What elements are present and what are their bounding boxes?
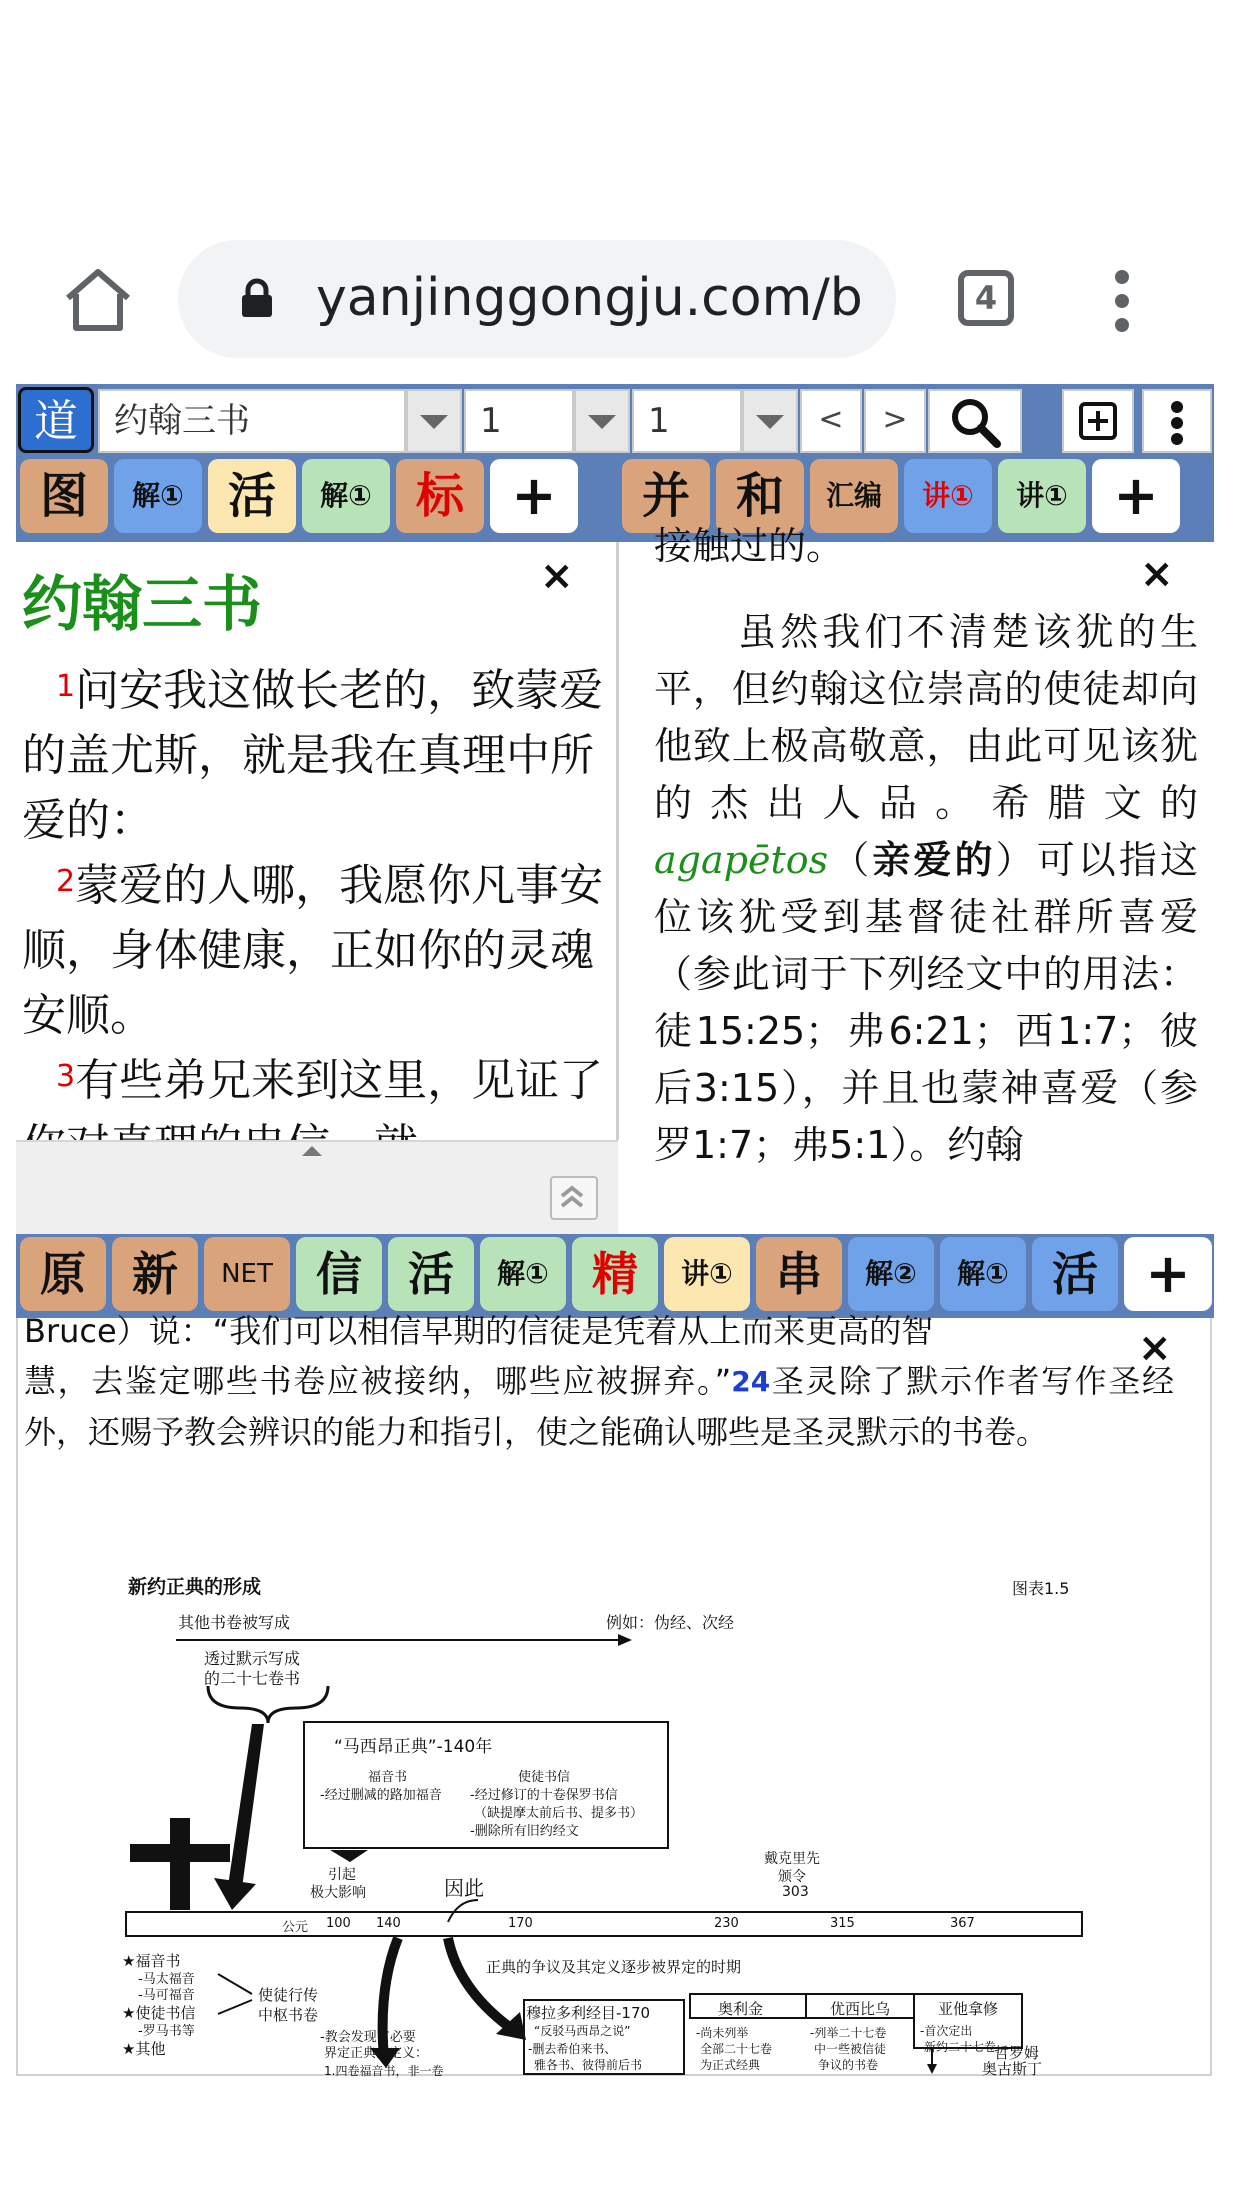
tab-original[interactable]: 原 [20, 1237, 106, 1311]
lock-icon [240, 278, 274, 318]
home-icon[interactable] [62, 268, 134, 332]
tab-switcher-button[interactable]: 4 [958, 270, 1014, 326]
church-note-1: -教会发现有必要 [320, 2030, 416, 2045]
bottom-text-part: 圣灵除了默示作者写作圣经外，还赐予教会辨识的能力和指引，使之能确认哪些是圣灵默示的书卷。 [24, 1362, 1174, 1451]
prev-button[interactable]: < [800, 389, 862, 453]
tab-living-bottom-2[interactable]: 活 [1032, 1237, 1118, 1311]
left-add-tab-button[interactable]: + [490, 459, 578, 533]
gospel-label: 福音书 [368, 1770, 408, 1785]
timeline-label: 140 [376, 1916, 401, 1931]
tab-essence[interactable]: 精 [572, 1237, 658, 1311]
tab-compilation[interactable]: 汇编 [810, 459, 898, 533]
bottom-cut-line: Bruce）说：“我们可以相信早期的信徒是凭着从上而来更高的智 [24, 1312, 934, 1350]
tab-map[interactable]: 图 [20, 459, 108, 533]
athanasius-label: 亚他拿修 [938, 2000, 999, 2018]
muratori-note-2: -删去希伯来书、 [528, 2042, 617, 2056]
tab-living[interactable]: 活 [208, 459, 296, 533]
commentary-text-part: ）可以指这位该犹受到基督徒社群所喜爱（参此词于下列经文中的用法：徒15:25；弗6:21；西1:7；彼后3:15），并且也蒙神喜爱（参 罗1:7；弗5:1）。约翰 [654, 838, 1198, 1167]
athanasius-note-1: -首次定出 [920, 2024, 973, 2038]
church-note-3: 1.四卷福音书，非一卷 [324, 2064, 444, 2078]
verse [22, 853, 608, 1048]
augustine-label: 奥古斯丁 [982, 2060, 1043, 2078]
acts-label-1: 使徒行传 [258, 1986, 319, 2004]
example-label: 例如：伪经、次经 [606, 1613, 735, 1632]
tab-living-bottom[interactable]: 活 [388, 1237, 474, 1311]
legend-others: ★其他 [122, 2040, 166, 2058]
commentary-cut-line: 接触过的。 [654, 524, 845, 568]
commentary-text-part: 虽然我们不清楚该犹的生平，但约翰这位崇高的使徒却向他致上极高敬意，由此可见该犹的杰出人品。希腊文的 [654, 610, 1198, 825]
muratori-note-1: “反驳马西昂之说” [534, 2024, 631, 2038]
double-chevron-up-icon [552, 1178, 592, 1214]
marcion-title: “马西昂正典”-140年 [334, 1737, 493, 1757]
add-pane-button[interactable] [1062, 389, 1134, 453]
app-menu-icon[interactable] [1142, 389, 1212, 453]
tab-faith[interactable]: 信 [296, 1237, 382, 1311]
commentary-pane [620, 524, 1214, 1234]
eusebius-label: 优西比乌 [830, 2000, 891, 2018]
diagram-chart-number: 图表1.5 [1012, 1579, 1070, 1598]
tab-net[interactable]: NET [204, 1237, 290, 1311]
therefore-label: 因此 [444, 1876, 484, 1900]
verse-text: 蒙爱的人哪，我愿你凡事安顺，身体健康，正如你的灵魂安顺。 [22, 860, 604, 1041]
more-vert-icon [1170, 401, 1184, 445]
next-button[interactable]: > [864, 389, 926, 453]
scripture-pane [16, 542, 619, 1140]
decree-label-2: 颁令 [778, 1869, 806, 1885]
bottom-text [24, 1356, 1174, 1458]
tab-commentary-bottom-3[interactable]: 解① [940, 1237, 1026, 1311]
chapter-dropdown-arrow[interactable] [574, 389, 630, 453]
right-add-tab-button[interactable]: + [1092, 459, 1180, 533]
other-books-label: 其他书卷被写成 [178, 1613, 291, 1632]
origen-label: 奥利金 [718, 2000, 764, 2018]
tab-union[interactable]: 和 [716, 459, 804, 533]
verse-number: 1 [56, 669, 76, 704]
book-dropdown-arrow[interactable] [406, 389, 462, 453]
diagram-title: 新约正典的形成 [128, 1576, 262, 1598]
tab-commentary-2[interactable]: 解① [302, 459, 390, 533]
epistles-note-2: （缺提摩太前后书、提多书） [474, 1806, 644, 1821]
decree-label-1: 戴克里先 [764, 1851, 820, 1867]
bottom-add-tab-button[interactable]: + [1124, 1237, 1212, 1311]
muratori-note-3: 雅各书、彼得前后书 [534, 2058, 643, 2072]
url-bar[interactable] [178, 240, 896, 358]
tab-sermon-bottom[interactable]: 讲① [664, 1237, 750, 1311]
verse-select[interactable]: 1 [632, 389, 742, 453]
search-button[interactable] [928, 389, 1022, 453]
tab-commentary-bottom-1[interactable]: 解① [480, 1237, 566, 1311]
verse [22, 658, 608, 853]
bottom-pane [16, 1312, 1212, 2078]
tab-commentary-1[interactable]: 解① [114, 459, 202, 533]
verse-number: 2 [56, 864, 76, 899]
tab-sermon-2[interactable]: 讲① [998, 459, 1086, 533]
athanasius-note-2: 新约二十七卷 [924, 2040, 997, 2054]
browser-menu-icon[interactable] [1106, 270, 1138, 360]
search-icon [948, 395, 1002, 449]
origen-note-2: 全部二十七卷 [700, 2042, 773, 2056]
legend-mark: -马可福音 [138, 1988, 195, 2003]
verses [22, 658, 608, 1178]
eusebius-note-3: 争议的书卷 [818, 2058, 879, 2072]
commentary-text [654, 604, 1198, 1174]
inspired-label-1: 透过默示写成 [204, 1649, 301, 1668]
gospel-note: -经过删减的路加福音 [320, 1788, 442, 1803]
tab-new[interactable]: 新 [112, 1237, 198, 1311]
plus-square-icon [1078, 401, 1118, 441]
influence-label-1: 引起 [328, 1867, 356, 1883]
inspired-label-2: 的二十七卷书 [204, 1669, 301, 1688]
epistles-note-1: -经过修订的十卷保罗书信 [470, 1788, 618, 1803]
timeline-label: 230 [714, 1916, 739, 1931]
footnote-number: 24 [731, 1365, 771, 1398]
origen-note-1: -尚未列举 [696, 2026, 749, 2040]
influence-label-2: 极大影响 [310, 1885, 366, 1901]
legend-romans: -罗马书等 [138, 2024, 195, 2039]
url-text: yanjinggongju.com/b [316, 268, 863, 328]
tab-commentary-bottom-2[interactable]: 解② [848, 1237, 934, 1311]
verse-number: 3 [56, 1059, 76, 1094]
muratori-title: 穆拉多利经目-170 [526, 2004, 651, 2022]
period-label: 正典的争议及其定义逐步被界定的时期 [486, 1958, 742, 1976]
greek-word: agapētos [654, 838, 829, 882]
splitter-handle-icon[interactable] [302, 1146, 322, 1156]
verse-text: 有些弟兄来到这里，见证了 [75, 1055, 604, 1106]
eusebius-note-1: -列举二十七卷 [810, 2026, 887, 2040]
book-title: 约翰三书 [22, 570, 262, 640]
timeline-label: 100 [326, 1916, 351, 1931]
timeline-label: 315 [830, 1916, 855, 1931]
chapter-select[interactable]: 1 [464, 389, 574, 453]
timeline-label: 公元 [282, 1920, 309, 1935]
epistles-note-3: -删除所有旧约经文 [470, 1824, 579, 1839]
commentary-text-part: （ [828, 838, 873, 882]
origen-note-3: 为正式经典 [700, 2058, 761, 2072]
close-bottom-pane-button[interactable]: × [1138, 1325, 1172, 1371]
legend-matthew: -马太福音 [138, 1972, 195, 1987]
tab-mark[interactable]: 标 [396, 459, 484, 533]
acts-label-2: 中枢书卷 [258, 2006, 319, 2024]
tab-chain[interactable]: 串 [756, 1237, 842, 1311]
eusebius-note-2: 中一些被信徒 [814, 2042, 887, 2056]
verse-text: 问安我这做长老的，致蒙爱的盖尤斯，就是我在真理中所爱的： [22, 665, 604, 846]
close-scripture-pane-button[interactable]: × [540, 553, 574, 599]
bold-term: 亲爱的 [872, 838, 996, 882]
legend-epistles: ★使徒书信 [122, 2004, 196, 2022]
epistles-label: 使徒书信 [518, 1770, 571, 1785]
collapse-up-button[interactable] [550, 1176, 598, 1220]
church-note-2: 界定正典的定义： [324, 2046, 429, 2061]
tab-parallel[interactable]: 并 [622, 459, 710, 533]
close-commentary-pane-button[interactable]: × [1140, 551, 1174, 597]
timeline-label: 367 [950, 1916, 975, 1931]
verse-dropdown-arrow[interactable] [742, 389, 798, 453]
decree-label-3: 303 [782, 1884, 809, 1900]
pane-splitter[interactable] [16, 1140, 618, 1236]
timeline-label: 170 [508, 1916, 533, 1931]
tab-sermon-1[interactable]: 讲① [904, 459, 992, 533]
jerome-label: 哲罗姆 [994, 2044, 1040, 2062]
legend-gospels: ★福音书 [122, 1952, 181, 1970]
book-select[interactable]: 约翰三书 [98, 389, 406, 453]
app-logo-button[interactable]: 道 [18, 387, 94, 453]
bottom-text-part: 慧，去鉴定哪些书卷应被接纳，哪些应被摒弃。” [24, 1362, 732, 1400]
canon-diagram [18, 1548, 1210, 2078]
